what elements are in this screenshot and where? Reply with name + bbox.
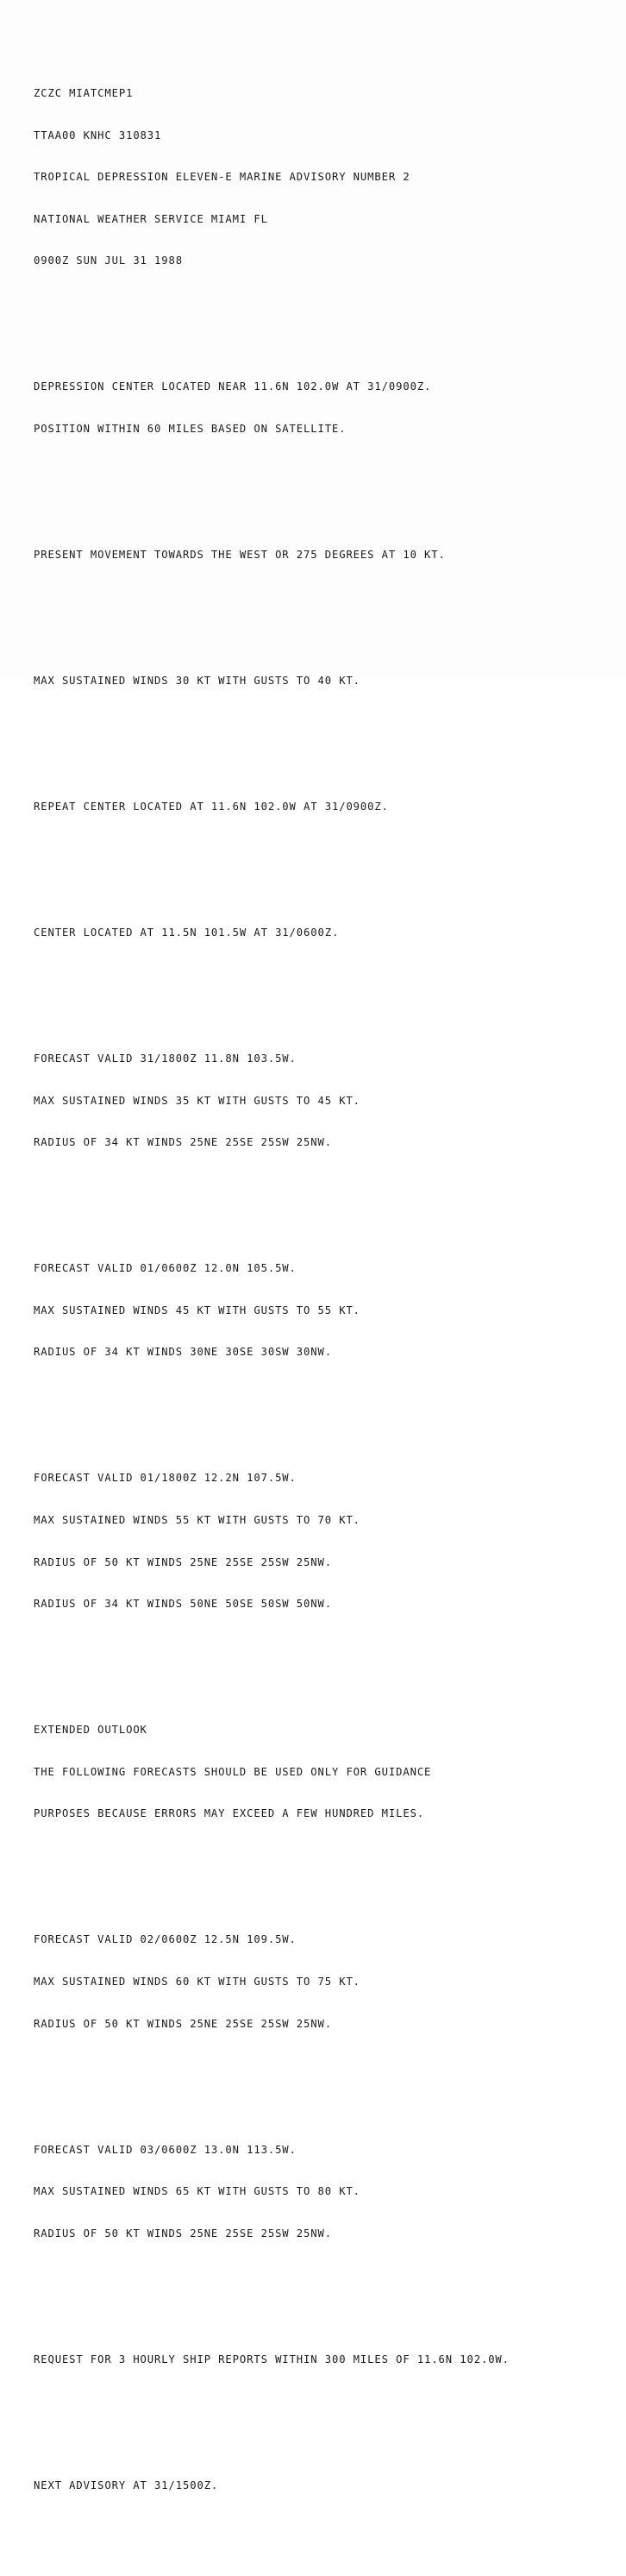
- max-winds-block: [34, 646, 620, 716]
- repeat-center-line: REPEAT CENTER LOCATED AT 11.6N 102.0W AT 31/0900Z.: [34, 800, 389, 813]
- forecast-line: RADIUS OF 50 KT WINDS 25NE 25SE 25SW 25NW.: [34, 2227, 332, 2240]
- forecast-line: RADIUS OF 50 KT WINDS 25NE 25SE 25SW 25NW.: [34, 2017, 332, 2030]
- extended-outlook-block: [34, 1695, 620, 1849]
- movement-block: [34, 520, 620, 590]
- forecast-line: MAX SUSTAINED WINDS 35 KT WITH GUSTS TO 45 KT.: [34, 1094, 360, 1107]
- forecast-line: FORECAST VALID 01/1800Z 12.2N 107.5W.: [34, 1472, 297, 1485]
- outlook-line: PURPOSES BECAUSE ERRORS MAY EXCEED A FEW HUNDRED MILES.: [34, 1807, 425, 1820]
- header-line: TTAA00 KNHC 310831: [34, 129, 162, 141]
- forecast-line: MAX SUSTAINED WINDS 65 KT WITH GUSTS TO 80 KT.: [34, 2185, 360, 2198]
- next-advisory-block: [34, 2450, 620, 2520]
- forecast-02-0600-block: [34, 1905, 620, 2058]
- max-winds-line: MAX SUSTAINED WINDS 30 KT WITH GUSTS TO 40 KT.: [34, 674, 360, 687]
- forecast-line: RADIUS OF 34 KT WINDS 30NE 30SE 30SW 30NW.: [34, 1346, 332, 1359]
- center-0600-line: CENTER LOCATED AT 11.5N 101.5W AT 31/0600Z.: [34, 926, 340, 939]
- position-line: DEPRESSION CENTER LOCATED NEAR 11.6N 102.0W AT 31/0900Z.: [34, 380, 432, 393]
- outlook-line: THE FOLLOWING FORECASTS SHOULD BE USED ONLY FOR GUIDANCE: [34, 1765, 432, 1778]
- ship-reports-line: REQUEST FOR 3 HOURLY SHIP REPORTS WITHIN 300 MILES OF 11.6N 102.0W.: [34, 2353, 510, 2366]
- forecast-line: FORECAST VALID 31/1800Z 11.8N 103.5W.: [34, 1052, 297, 1065]
- forecast-line: MAX SUSTAINED WINDS 45 KT WITH GUSTS TO 55 KT.: [34, 1304, 360, 1316]
- center-0600-block: [34, 898, 620, 968]
- forecast-03-0600-block: [34, 2114, 620, 2268]
- forecast-line: FORECAST VALID 01/0600Z 12.0N 105.5W.: [34, 1262, 297, 1275]
- forecast-line: MAX SUSTAINED WINDS 55 KT WITH GUSTS TO 70 KT.: [34, 1513, 360, 1526]
- forecast-31-1800-block: [34, 1024, 620, 1178]
- forecast-line: FORECAST VALID 03/0600Z 13.0N 113.5W.: [34, 2143, 297, 2156]
- forecast-line: RADIUS OF 34 KT WINDS 25NE 25SE 25SW 25NW.: [34, 1136, 332, 1149]
- header-line: 0900Z SUN JUL 31 1988: [34, 254, 183, 267]
- repeat-center-block: [34, 772, 620, 842]
- forecast-01-1800-block: [34, 1443, 620, 1639]
- forecast-line: RADIUS OF 34 KT WINDS 50NE 50SE 50SW 50NW.: [34, 1598, 332, 1611]
- forecast-line: FORECAST VALID 02/0600Z 12.5N 109.5W.: [34, 1933, 297, 1946]
- header-block: [34, 59, 620, 296]
- forecast-line: RADIUS OF 50 KT WINDS 25NE 25SE 25SW 25NW.: [34, 1555, 332, 1568]
- forecast-line: MAX SUSTAINED WINDS 60 KT WITH GUSTS TO 75 KT.: [34, 1975, 360, 1988]
- header-line: NATIONAL WEATHER SERVICE MIAMI FL: [34, 212, 268, 225]
- position-line: POSITION WITHIN 60 MILES BASED ON SATELLITE.: [34, 422, 347, 435]
- header-line: TROPICAL DEPRESSION ELEVEN-E MARINE ADVISORY NUMBER 2: [34, 171, 410, 184]
- ship-reports-block: [34, 2324, 620, 2394]
- forecast-01-0600-block: [34, 1234, 620, 1387]
- outlook-line: EXTENDED OUTLOOK: [34, 1724, 147, 1737]
- header-line: ZCZC MIATCMEP1: [34, 87, 134, 100]
- movement-line: PRESENT MOVEMENT TOWARDS THE WEST OR 275 DEGREES AT 10 KT.: [34, 548, 446, 561]
- next-advisory-line: NEXT ADVISORY AT 31/1500Z.: [34, 2479, 219, 2491]
- position-block: [34, 352, 620, 464]
- marine-advisory-text: [34, 16, 620, 2576]
